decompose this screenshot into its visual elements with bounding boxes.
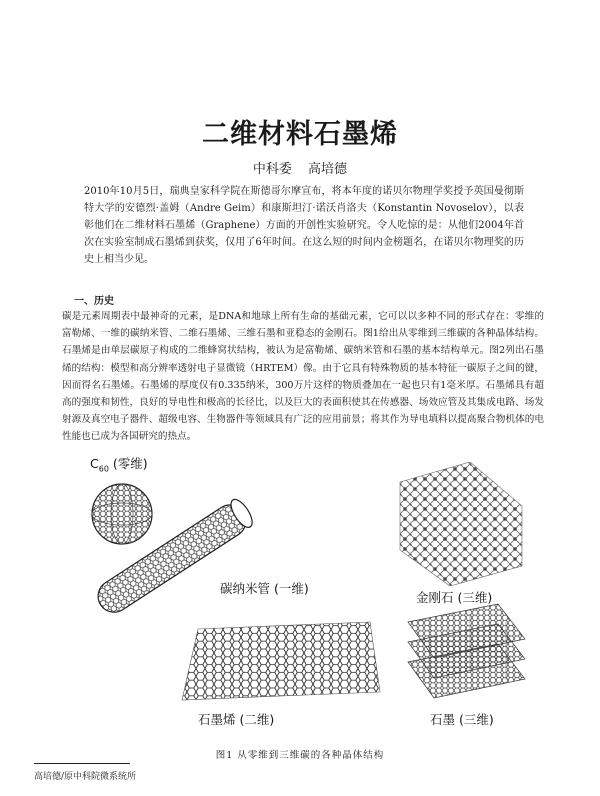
footnote-divider: [34, 763, 130, 764]
footnote: 高培德/原中科院微系统所: [34, 772, 137, 782]
article-authors: 中科委 高培德: [252, 162, 348, 177]
label-graphite: 石墨 (三维): [430, 712, 494, 727]
article-title: 二维材料石墨烯: [202, 119, 398, 150]
graphene-sheet-icon: [182, 622, 380, 700]
label-graphene: 石墨烯 (二维): [198, 712, 275, 727]
diamond-lattice-icon: [400, 462, 522, 586]
section-heading: 一、历史: [74, 296, 114, 307]
figure-1: [70, 454, 540, 744]
fullerene-c60-icon: [92, 484, 152, 544]
label-c60-dimension: (零维): [112, 456, 148, 471]
figure-caption: 图1 从零维到三维碳的各种晶体结构: [215, 750, 385, 761]
graphite-layers-icon: [408, 604, 525, 698]
label-nanotube: 碳纳米管 (一维): [220, 581, 309, 596]
label-c60: [90, 454, 148, 474]
label-diamond: 金刚石 (三维): [416, 590, 493, 605]
label-c60-symbol: C: [90, 456, 99, 471]
article-abstract: 2010年10月5日，瑞典皇家科学院在斯德哥尔摩宣布，将本年度的诺贝尔物理学奖授予英国曼彻斯特大学的安德烈·盖姆（Andre Geim）和康斯坦汀·诺沃肖洛夫（Konstantin Novoselov），以表彰他们在二维材料石墨烯（Graphene）方面的开创性实验研究。令人吃惊的是：从他们2004年首次在实验室制成石墨烯到获奖，仅用了6年时间。在这么短的时间内金榜题名，在诺贝尔物理奖的历史上相当少见。: [84, 186, 524, 265]
label-c60-subscript: 60: [98, 464, 109, 474]
article-body: 碳是元素周期表中最神奇的元素，是DNA和地球上所有生命的基础元素，它可以以多种不同的形式存在：零维的富勒烯、一维的碳纳米管、二维石墨烯、三维石墨和亚稳态的金刚石。图1给出从零维到三维碳的各种晶体结构。石墨烯是由单层碳原子构成的二维蜂窝状结构，被认为是富勒烯、碳纳米管和石墨的基本结构单元。图2列出石墨烯的结构：模型和高分辨率透射电子显微镜（HRTEM）像。由于它具有特殊物质的基本特征一碳原子之间的键，因而得名石墨烯。石墨烯的厚度仅有0.335纳米，300万片这样的物质叠加在一起也只有1毫米厚。石墨烯具有超高的强度和韧性，良好的导电性和极高的长径比，以及巨大的表面积使其在传感器、场效应管及其集成电路、场发射源及真空电子器件、超级电容、生物器件等领域具有广泛的应用前景；将其作为导电填料以提高聚合物机体的电性能也已成为各国研究的热点。: [62, 311, 544, 443]
